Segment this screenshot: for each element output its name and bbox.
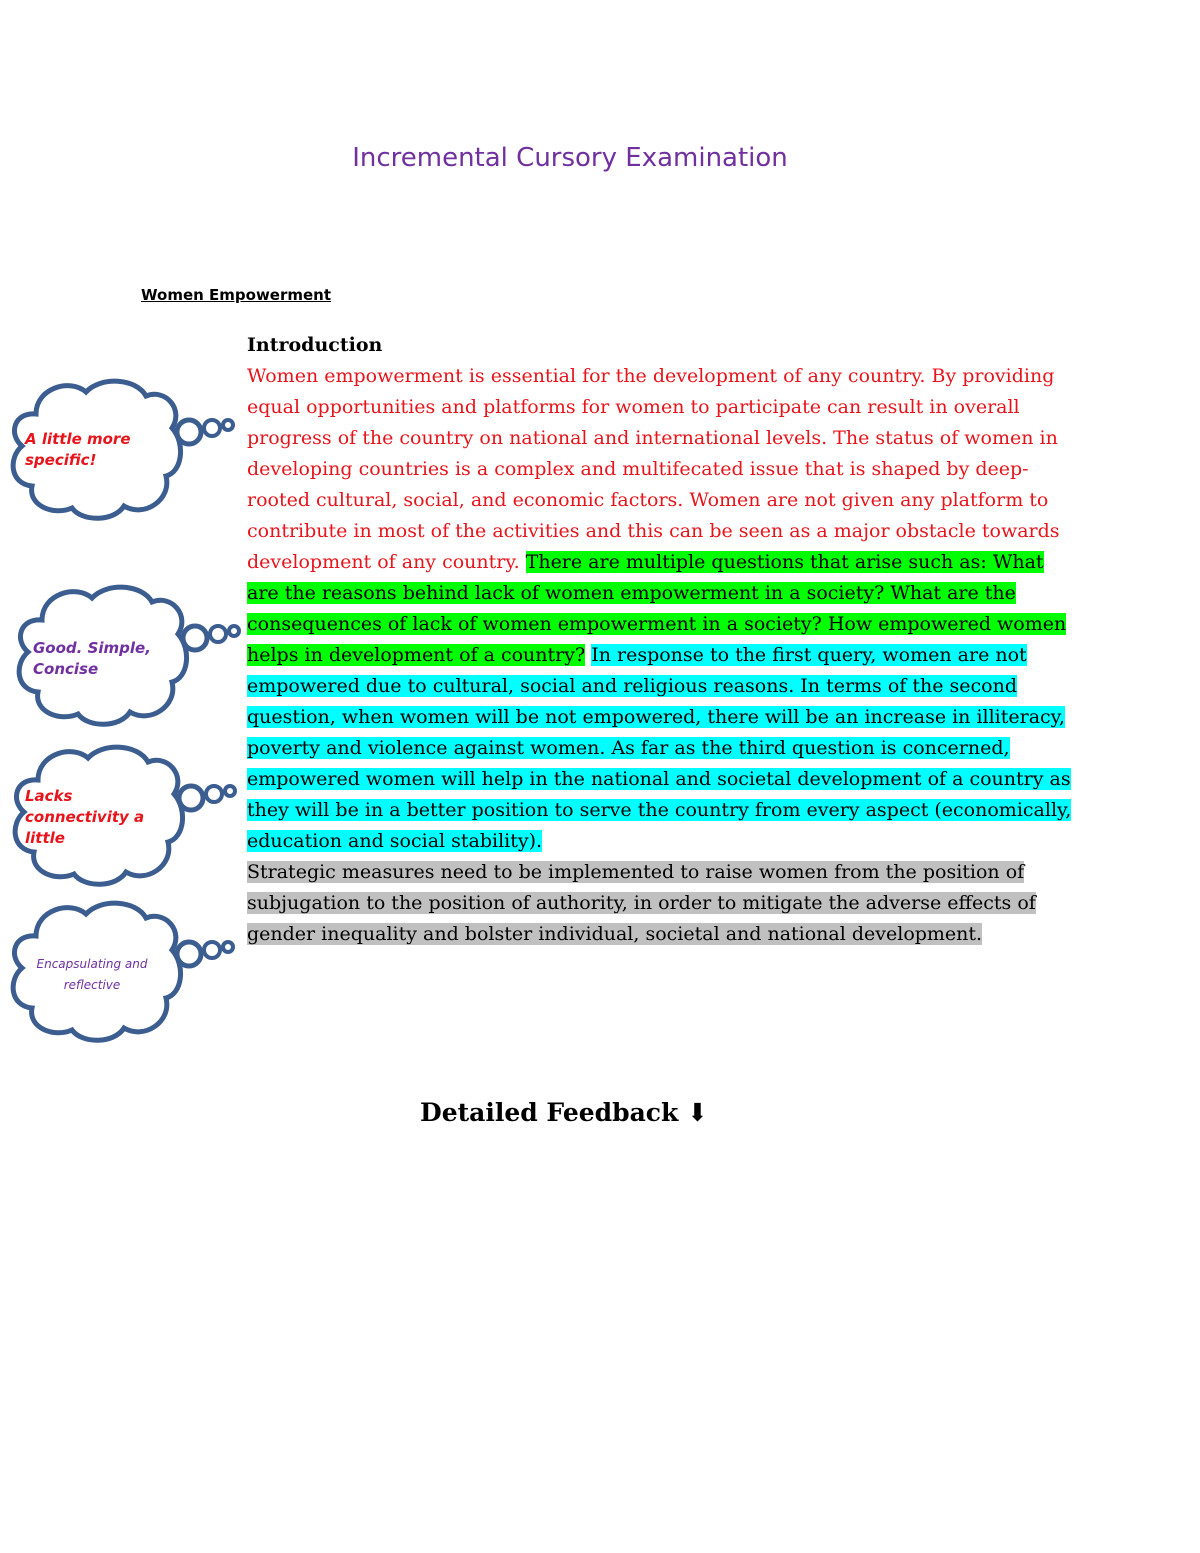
document-title: Incremental Cursory Examination [352, 143, 788, 173]
detailed-feedback-heading: Detailed Feedback ⬇ [420, 1098, 708, 1127]
highlight-questions: There are multiple questions that arise such as: What are the reasons behind lack of women empowerment in a society? What are the consequences of lack of women empowerment in a society? How empowered women helps in development of a country? [247, 551, 1067, 666]
essay-body [247, 330, 1077, 950]
conclusion-paragraph [247, 857, 1077, 950]
comment-2-text: Good. Simple, Concise [33, 639, 151, 678]
comment-4-text: Encapsulating and reflective [36, 957, 148, 992]
intro-paragraph [247, 361, 1077, 857]
comment-3-text: Lacks connectivity a little [25, 787, 145, 847]
highlight-conclusion: Strategic measures need to be implemented to raise women from the position of subjugation to the position of authority, in order to mitigate the adverse effects of gender inequality and bolster individual, societal and national development. [247, 861, 1036, 945]
highlight-answers: In response to the first query, women are not empowered due to cultural, social and religious reasons. In terms of the second question, when women will be not empowered, there will be an increase in illiteracy, poverty and violence against women. As far as the third question is concerned, empowered women will help in the national and societal development of a country as they will be in a better position to serve the country from every aspect (economically, education and social stability). [247, 644, 1072, 852]
comment-1-text: A little more specific! [25, 430, 131, 469]
intro-heading: Introduction [247, 334, 383, 356]
intro-text-red: Women empowerment is essential for the development of any country. By providing equal opportunities and platforms for women to participate can result in overall progress of the country on national and international levels. The status of women in developing countries is a complex and multifecated issue that is shaped by deep-rooted cultural, social, and economic factors. Women are not given any platform to contribute in most of the activities and this can be seen as a major obstacle towards development of any country. [247, 365, 1060, 573]
essay-topic: Women Empowerment [141, 286, 332, 304]
